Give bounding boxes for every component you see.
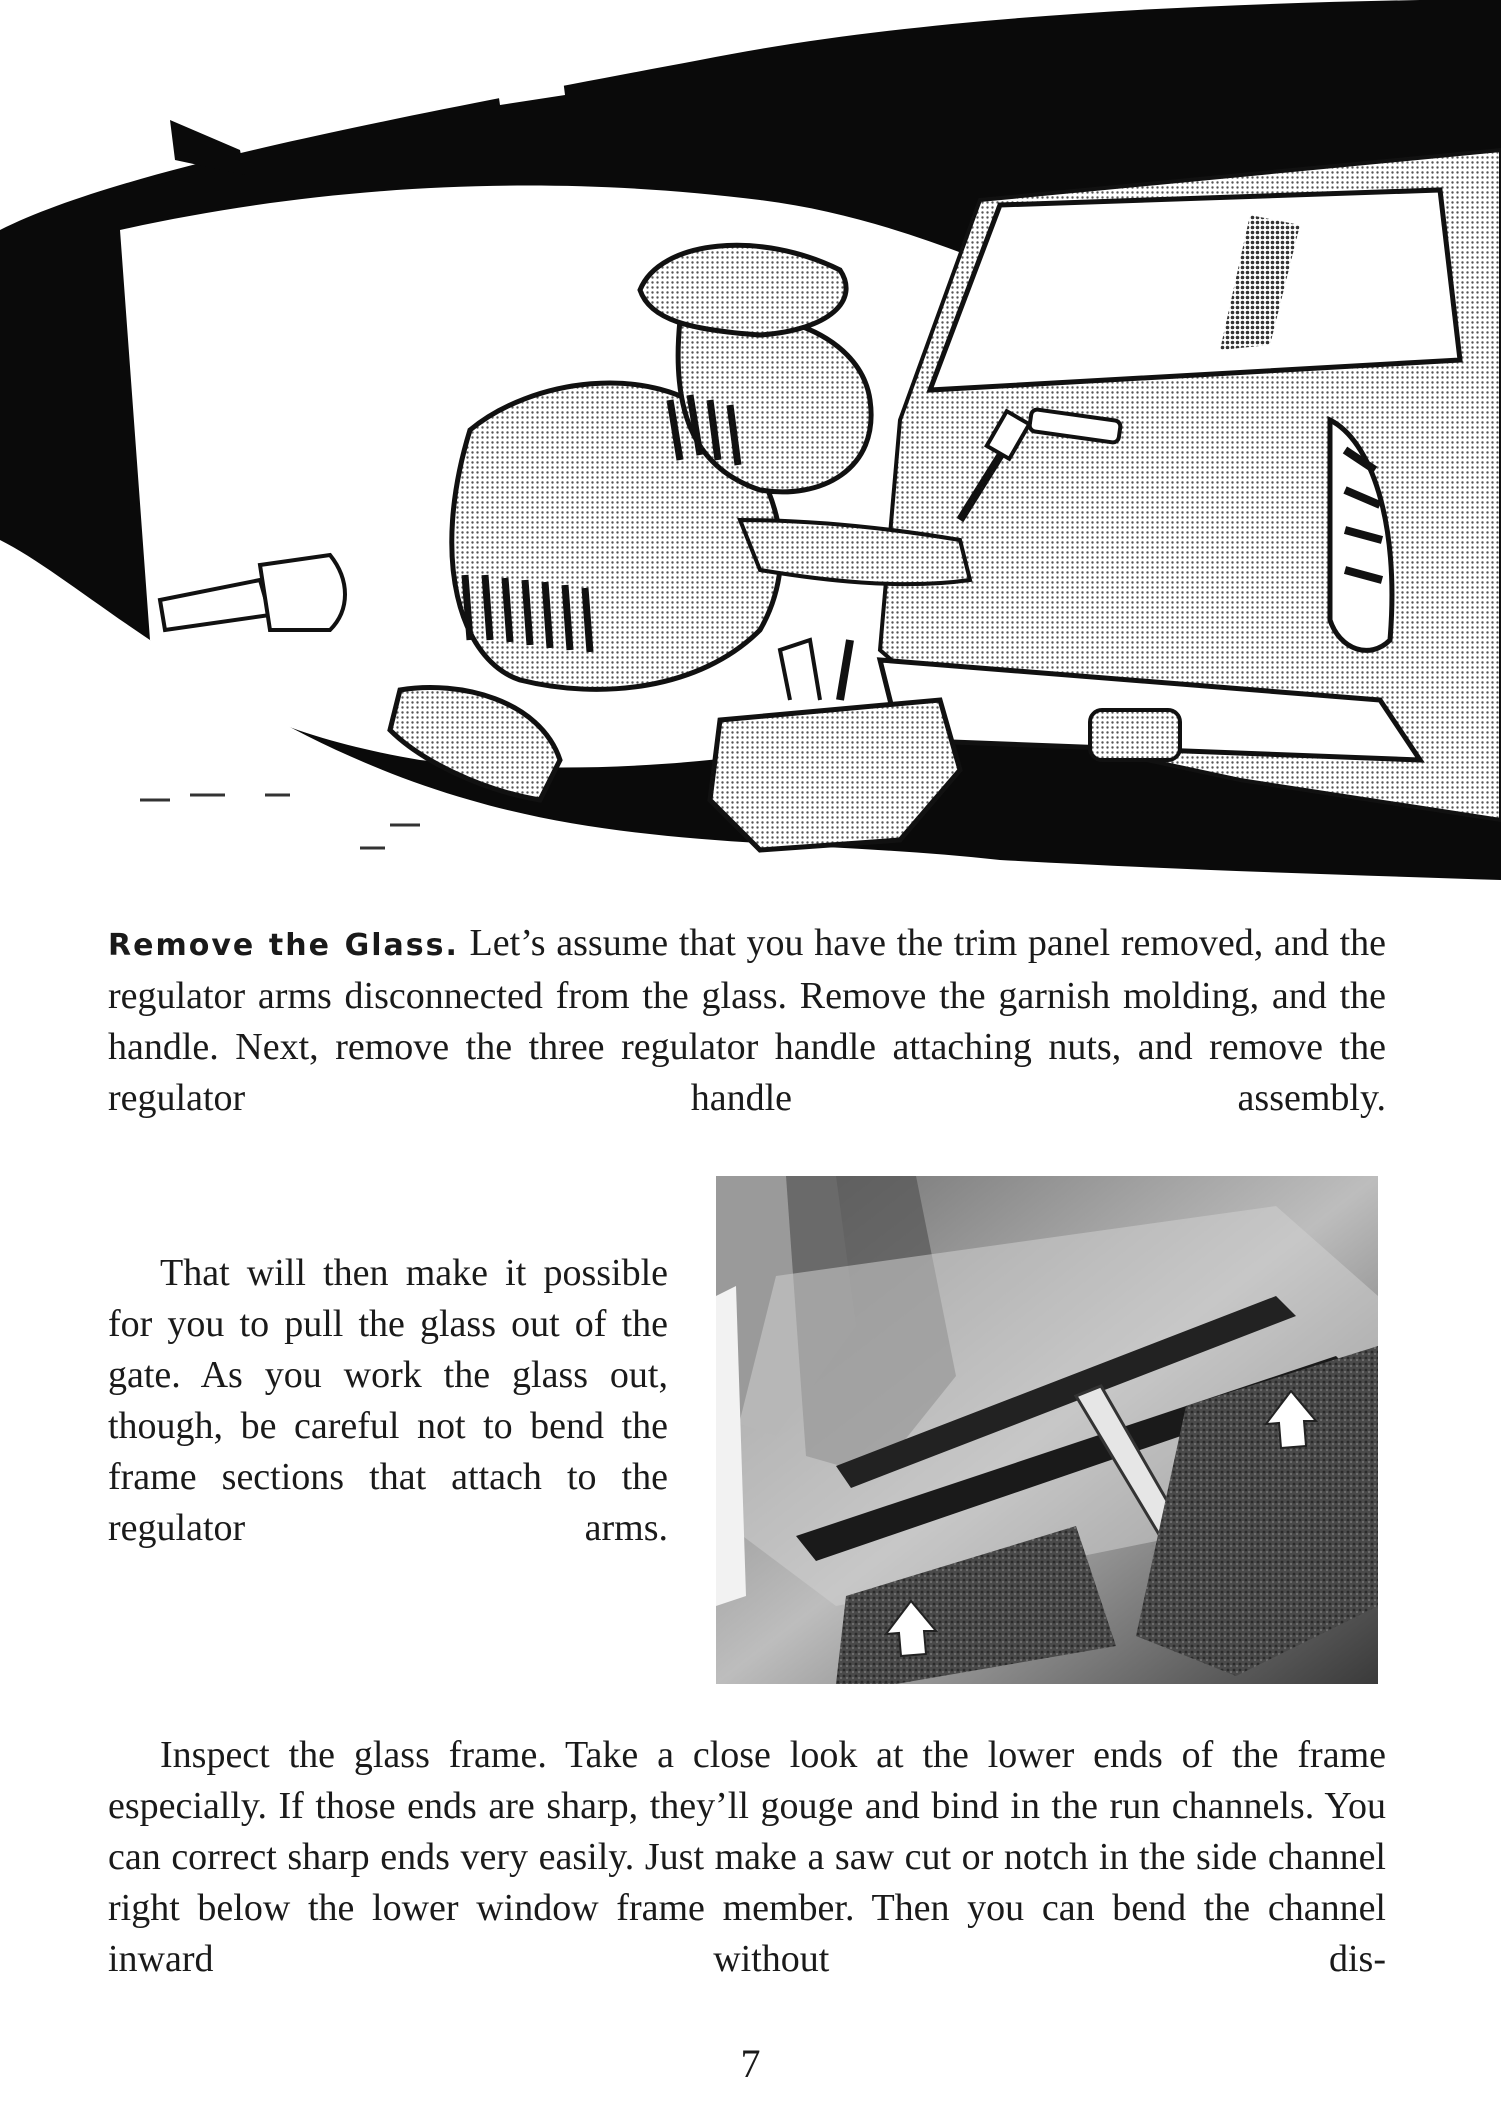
mechanic-cartoon-illustration [0,0,1501,900]
paragraph-remove-glass [108,918,1386,1124]
page-number: 7 [740,2041,761,2086]
paragraph-inspect-frame: Inspect the glass frame. Take a close look at the lower ends of the frame especially. If those ends are sharp, they’ll gouge and bind in the run channels. You can correct sharp ends very easily. Just make a saw cut or notch in the side channel right below the lower window frame member. Then you can bend the channel inward without dis- [108,1734,1386,1980]
paragraph-lead-in: Remove the Glass. [108,928,459,963]
glass-frame-photo [716,1176,1378,1684]
paragraph-1-text: Let’s assume that you have the trim panel removed, and the regulator arms disconnected from the glass. Remove the garnish molding, and the handle. Next, remove the three regulator handle attaching nuts, and remove the regulator handle assembly. [108,922,1386,1119]
paragraph-pull-glass: That will then make it possible for you to pull the glass out of the gate. As you work the glass out, though, be careful not to bend the frame sections that attach to the regulator arms. [108,1252,668,1549]
